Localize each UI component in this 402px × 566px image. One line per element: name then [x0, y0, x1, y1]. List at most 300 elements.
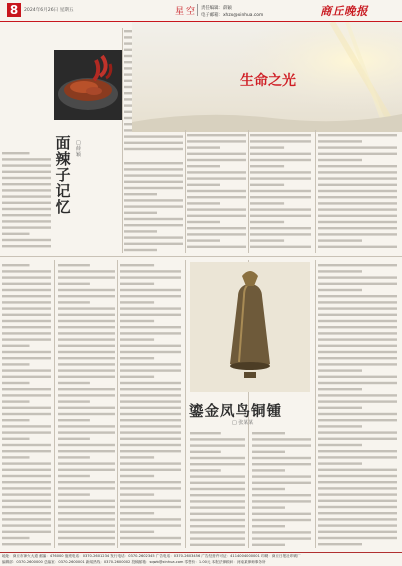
text-line — [120, 283, 154, 285]
text-line — [318, 190, 397, 192]
text-line — [2, 289, 51, 291]
text-line — [58, 531, 115, 533]
text-line — [120, 400, 181, 402]
text-line — [318, 407, 362, 409]
text-line — [318, 227, 397, 229]
text-line — [58, 351, 115, 353]
text-line — [252, 432, 285, 434]
text-line — [120, 326, 181, 328]
text-line — [58, 444, 115, 446]
text-line — [318, 146, 397, 148]
text-line — [318, 159, 362, 161]
text-line — [252, 475, 311, 477]
text-line — [187, 215, 246, 217]
text-line — [318, 202, 397, 204]
text-line — [318, 264, 397, 266]
text-line — [58, 270, 115, 272]
text-line — [58, 456, 90, 458]
text-line — [120, 500, 181, 502]
text-line — [2, 369, 51, 371]
text-line — [318, 462, 362, 464]
text-line — [318, 512, 397, 514]
text-line — [318, 289, 362, 291]
text-line — [120, 537, 181, 539]
text-line — [120, 518, 181, 520]
text-line — [58, 320, 115, 322]
text-line — [58, 276, 115, 278]
text-line — [318, 184, 397, 186]
text-line — [2, 214, 51, 216]
text-line — [120, 345, 181, 347]
text-line — [318, 400, 397, 402]
text-line — [58, 469, 115, 471]
text-line — [2, 450, 51, 452]
text-line — [252, 488, 285, 490]
text-line — [318, 246, 397, 248]
text-line — [318, 338, 397, 340]
text-line — [58, 394, 115, 396]
section-rule — [0, 256, 402, 257]
text-line — [120, 481, 181, 483]
text-line — [318, 376, 397, 378]
body-text-column — [252, 430, 312, 548]
text-line — [318, 531, 397, 533]
text-line — [2, 245, 51, 247]
page-number: 8 — [7, 3, 21, 17]
text-line — [2, 307, 51, 309]
text-line — [190, 451, 221, 453]
text-line — [190, 544, 245, 546]
text-line — [2, 171, 51, 173]
text-line — [187, 221, 220, 223]
text-line — [187, 140, 246, 142]
text-line — [120, 493, 154, 495]
text-line — [58, 363, 115, 365]
text-line — [120, 301, 154, 303]
text-line — [120, 332, 181, 334]
text-line — [190, 432, 221, 434]
text-line — [124, 218, 183, 220]
text-line — [2, 388, 51, 390]
text-line — [2, 320, 51, 322]
text-line — [318, 233, 397, 235]
text-line — [2, 264, 30, 266]
text-line — [2, 487, 51, 489]
text-line — [318, 524, 397, 526]
text-line — [250, 202, 284, 204]
text-line — [120, 543, 181, 545]
text-line — [250, 134, 311, 136]
masthead-logo: 商丘晚报 — [320, 4, 368, 18]
text-line — [124, 212, 157, 214]
text-line — [250, 227, 311, 229]
text-line — [250, 146, 284, 148]
article1-title: 面辣子记忆 — [55, 134, 71, 216]
text-line — [2, 413, 51, 415]
text-line — [252, 451, 285, 453]
text-line — [318, 283, 397, 285]
text-line — [120, 363, 181, 365]
text-line — [58, 345, 115, 347]
text-line — [120, 425, 181, 427]
body-text-column — [58, 262, 116, 548]
column-rule — [315, 260, 316, 548]
text-line — [318, 171, 397, 173]
text-line — [318, 431, 397, 433]
text-line — [318, 165, 397, 167]
text-line — [2, 220, 51, 222]
text-line — [318, 481, 397, 483]
text-line — [124, 224, 183, 226]
body-text-column — [190, 430, 246, 548]
text-line — [187, 171, 246, 173]
article2-author: □ 张某某 — [232, 420, 254, 426]
text-line — [120, 351, 181, 353]
text-line — [120, 444, 181, 446]
text-line — [2, 326, 51, 328]
text-line — [58, 524, 115, 526]
text-line — [2, 444, 51, 446]
text-line — [2, 183, 51, 185]
text-line — [124, 199, 183, 201]
text-line — [252, 457, 311, 459]
text-line — [250, 246, 311, 248]
text-line — [58, 283, 90, 285]
text-line — [190, 457, 245, 459]
text-line — [318, 487, 397, 489]
text-line — [58, 332, 115, 334]
text-line — [2, 537, 30, 539]
text-line — [190, 506, 245, 508]
text-line — [252, 506, 285, 508]
text-line — [2, 345, 30, 347]
text-line — [318, 208, 397, 210]
text-line — [190, 482, 245, 484]
text-line — [58, 512, 115, 514]
text-line — [187, 159, 246, 161]
text-line — [58, 493, 90, 495]
text-line — [190, 463, 245, 465]
article1-author: □ 薛颖 — [76, 140, 82, 158]
text-line — [187, 134, 246, 136]
body-text-column — [124, 160, 184, 252]
text-line — [187, 153, 246, 155]
page-header — [0, 0, 402, 22]
page-footer — [0, 552, 402, 566]
text-line — [187, 227, 246, 229]
text-line — [318, 506, 397, 508]
text-line — [58, 400, 90, 402]
text-line — [2, 531, 51, 533]
text-line — [2, 425, 51, 427]
text-line — [2, 469, 51, 471]
text-line — [190, 531, 245, 533]
text-line — [318, 369, 362, 371]
text-line — [252, 531, 311, 533]
text-line — [124, 236, 183, 238]
text-line — [190, 519, 245, 521]
text-line — [58, 369, 115, 371]
section-title: 星空 — [175, 7, 198, 17]
text-line — [120, 419, 181, 421]
text-line — [2, 338, 51, 340]
text-line — [120, 524, 181, 526]
text-line — [318, 363, 397, 365]
text-line — [2, 518, 51, 520]
text-line — [58, 388, 115, 390]
text-line — [58, 407, 115, 409]
text-line — [124, 187, 183, 189]
text-line — [120, 407, 181, 409]
text-line — [124, 181, 183, 183]
text-line — [318, 345, 397, 347]
text-line — [120, 338, 154, 340]
text-line — [2, 506, 51, 508]
text-line — [318, 221, 397, 223]
text-line — [318, 456, 397, 458]
text-line — [120, 289, 181, 291]
text-line — [2, 400, 30, 402]
text-line — [120, 276, 181, 278]
text-line — [318, 295, 397, 297]
text-line — [120, 307, 181, 309]
bronze-bell-illustration — [190, 262, 310, 392]
text-line — [318, 469, 397, 471]
text-line — [252, 494, 311, 496]
text-line — [190, 525, 245, 527]
text-line — [120, 450, 181, 452]
text-line — [250, 196, 311, 198]
text-line — [318, 357, 397, 359]
text-line — [250, 215, 311, 217]
text-line — [190, 438, 245, 440]
text-line — [120, 456, 154, 458]
text-line — [120, 314, 181, 316]
text-line — [120, 462, 181, 464]
text-line — [58, 314, 115, 316]
text-line — [58, 462, 115, 464]
text-line — [318, 326, 397, 328]
text-line — [318, 270, 362, 272]
text-line — [318, 518, 397, 520]
text-line — [124, 230, 157, 232]
column-rule — [185, 260, 186, 548]
text-line — [58, 475, 90, 477]
text-line — [2, 431, 51, 433]
text-line — [2, 407, 51, 409]
text-line — [318, 239, 362, 241]
text-line — [318, 475, 397, 477]
text-line — [2, 351, 51, 353]
body-text-column — [187, 132, 247, 252]
text-line — [318, 413, 397, 415]
text-line — [318, 276, 397, 278]
text-line — [318, 419, 397, 421]
text-line — [120, 487, 181, 489]
text-line — [318, 177, 397, 179]
email-line: 电子邮箱：xhzx@xinhua.com — [201, 13, 264, 18]
column-rule — [185, 130, 186, 253]
text-line — [187, 190, 246, 192]
text-line — [2, 543, 51, 545]
text-line — [2, 357, 51, 359]
text-line — [2, 270, 51, 272]
text-line — [318, 301, 397, 303]
text-line — [187, 165, 220, 167]
text-line — [120, 369, 181, 371]
text-line — [124, 249, 157, 251]
text-line — [2, 382, 30, 384]
text-line — [58, 357, 115, 359]
text-line — [190, 469, 221, 471]
text-line — [2, 164, 51, 166]
text-line — [124, 174, 183, 176]
text-line — [58, 338, 115, 340]
text-line — [124, 135, 183, 137]
text-line — [120, 320, 154, 322]
text-line — [2, 438, 30, 440]
text-line — [252, 438, 311, 440]
text-line — [58, 289, 115, 291]
text-line — [2, 394, 51, 396]
text-line — [318, 320, 397, 322]
text-line — [58, 481, 115, 483]
text-line — [124, 243, 183, 245]
text-line — [58, 537, 115, 539]
text-line — [318, 307, 397, 309]
text-line — [58, 506, 115, 508]
text-line — [250, 233, 311, 235]
text-line — [2, 202, 51, 204]
text-line — [2, 226, 51, 228]
text-line — [58, 295, 115, 297]
body-text-column — [318, 132, 398, 252]
text-line — [318, 382, 397, 384]
body-text-column — [250, 132, 312, 252]
text-line — [58, 326, 115, 328]
text-line — [318, 134, 397, 136]
text-line — [2, 295, 51, 297]
text-line — [252, 500, 311, 502]
text-line — [250, 239, 284, 241]
text-line — [318, 500, 397, 502]
chili-photo — [54, 50, 122, 120]
text-line — [252, 444, 311, 446]
text-line — [120, 394, 181, 396]
text-line — [252, 469, 285, 471]
text-line — [187, 184, 220, 186]
text-line — [318, 314, 397, 316]
text-line — [187, 196, 246, 198]
text-line — [250, 221, 284, 223]
text-line — [187, 177, 246, 179]
text-line — [250, 165, 284, 167]
text-line — [318, 493, 397, 495]
text-line — [120, 469, 181, 471]
text-line — [318, 351, 397, 353]
text-line — [2, 493, 51, 495]
text-line — [120, 376, 154, 378]
text-line — [2, 158, 51, 160]
text-line — [252, 482, 311, 484]
footer-line-1: 地址：商丘市神火大道 邮编：476000 值班电话：0370-2601234 发行电话：0370-2602345 广告电话：0370-2603456 广告经营许可证：4114004000001 印刷：商丘日报社印刷厂 — [2, 554, 301, 558]
text-line — [2, 332, 51, 334]
text-line — [318, 388, 362, 390]
text-line — [318, 196, 397, 198]
text-line — [2, 189, 51, 191]
text-line — [120, 431, 181, 433]
text-line — [187, 146, 220, 148]
column-rule — [54, 260, 55, 548]
text-line — [190, 488, 245, 490]
text-line — [58, 307, 115, 309]
text-line — [318, 215, 397, 217]
column-rule — [122, 28, 123, 253]
footer-line-2: 编辑部：0370-2600000 总编室：0370-2600001 新闻热线：0370-2600002 投稿邮箱：sqwb@xinhua.com 零售价：1.00元 本报法律顾问：河南某律师事务所 — [2, 560, 266, 564]
text-line — [318, 450, 397, 452]
text-line — [58, 425, 115, 427]
text-line — [187, 246, 246, 248]
text-line — [2, 462, 51, 464]
text-line — [58, 413, 115, 415]
text-line — [2, 363, 30, 365]
text-line — [190, 475, 245, 477]
text-line — [58, 301, 90, 303]
text-line — [250, 171, 311, 173]
text-line — [190, 513, 245, 515]
text-line — [187, 233, 246, 235]
banner-title: 生命之光 — [240, 73, 296, 89]
text-line — [252, 519, 311, 521]
text-line — [318, 537, 397, 539]
text-line — [2, 208, 51, 210]
text-line — [124, 148, 183, 150]
text-line — [250, 208, 311, 210]
text-line — [252, 525, 285, 527]
text-line — [120, 512, 154, 514]
text-line — [58, 419, 90, 421]
text-line — [2, 475, 51, 477]
article2-title: 鎏金凤鸟铜锺 — [189, 403, 282, 420]
text-line — [120, 357, 154, 359]
text-line — [318, 332, 397, 334]
text-line — [124, 193, 157, 195]
text-line — [120, 270, 181, 272]
text-line — [2, 283, 51, 285]
text-line — [124, 162, 183, 164]
text-line — [2, 419, 30, 421]
text-line — [120, 382, 181, 384]
text-line — [58, 450, 115, 452]
chili-illustration — [54, 50, 122, 120]
text-line — [250, 159, 311, 161]
text-line — [2, 456, 30, 458]
text-line — [2, 195, 51, 197]
text-line — [318, 425, 362, 427]
text-line — [58, 543, 115, 545]
text-line — [58, 487, 115, 489]
text-line — [58, 376, 115, 378]
text-line — [190, 537, 245, 539]
text-line — [2, 177, 51, 179]
text-line — [2, 314, 51, 316]
text-line — [2, 152, 30, 154]
text-line — [58, 438, 90, 440]
text-line — [2, 276, 51, 278]
text-line — [318, 394, 397, 396]
text-line — [318, 140, 362, 142]
text-line — [252, 537, 311, 539]
